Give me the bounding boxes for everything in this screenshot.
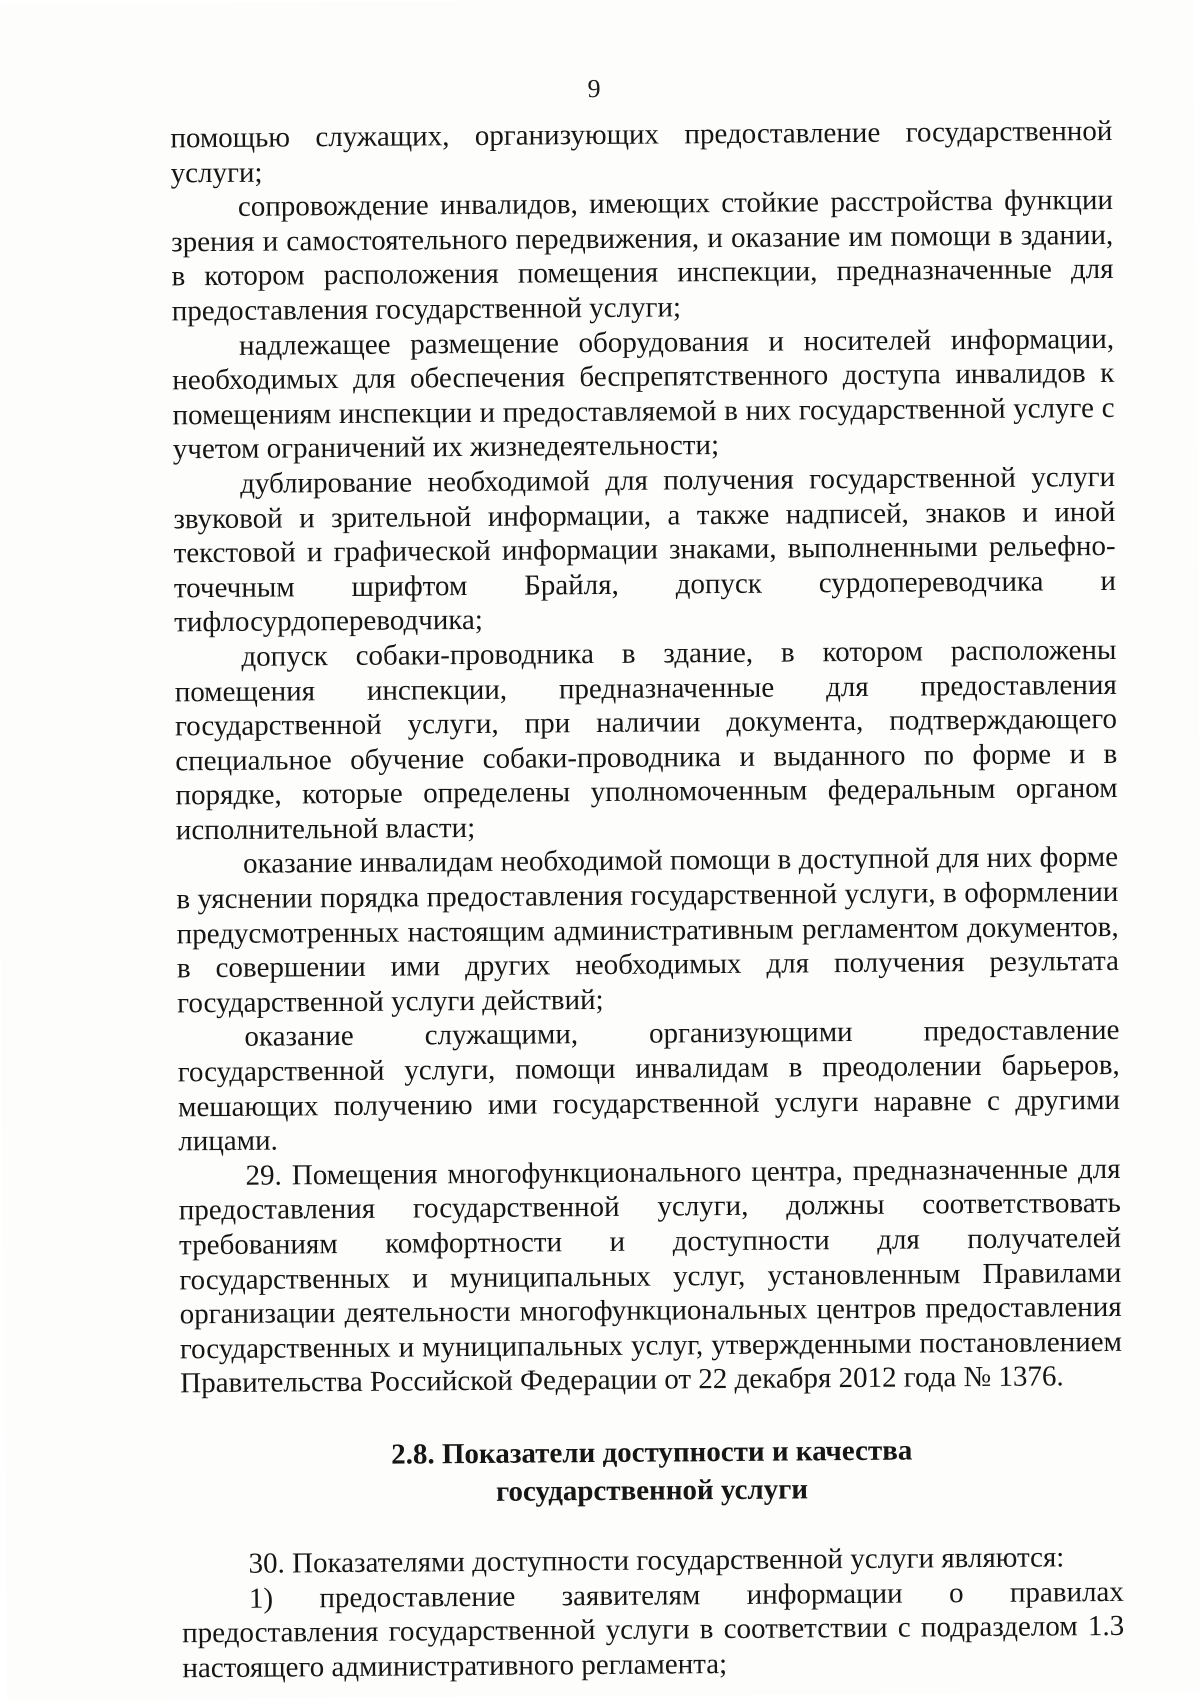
paragraph-1: помощью служащих, организующих предоставление государственной услуги; [170,114,1113,189]
section-heading-line-2: государственной услуги [495,1473,809,1508]
paragraph-29: 29. Помещения многофункционального центра, предназначенные для предоставления государственной услуги, должны соответствовать требованиям комфортности и доступности для получателей государственных и муниципальных услуг, установленным Правилами организации деятельности многофункциональных центров предоставления государственных и муниципальных услуг, утвержденными постановлением Правительства Российской Федерации от 22 декабря 2012 года № 1376. [178,1152,1123,1400]
paragraph-5: допуск собаки-проводника в здание, в котором расположены помещения инспекции, предназначенные для предоставления государственной услуги, при наличии документа, подтверждающего специальное обучение собаки-проводника и выданного по форме и в порядке, которые определены уполномоченным федеральным органом исполнительной власти; [174,633,1118,847]
paragraph-30: 30. Показателями доступности государственной услуги являются: [248,1541,1065,1580]
paragraph-7: оказание служащими, организующими предоставление государственной услуги, помощи инвалидам в преодолении барьеров, мешающих получению ими государственной услуги наравне с другими лицами. [177,1014,1121,1158]
section-heading [181,1430,1124,1513]
paragraph-2: сопровождение инвалидов, имеющих стойкие расстройства функции зрения и самостоятельного передвижения, и оказание им помощи в здании, в котором расположения помещения инспекции, предназначенные для предоставления государственной услуги; [171,184,1114,328]
page-number: 9 [587,73,601,104]
paragraph-30-item-1: 1) предоставление заявителям информации о правилах предоставления государственной услуги в соответствии с подразделом 1.3 настоящего административного регламента; [182,1575,1125,1685]
paragraph-3: надлежащее размещение оборудования и носителей информации, необходимых для обеспечения беспрепятственного доступа инвалидов к помещениям инспекции и предоставляемой в них государственной услуге с учетом ограничений их жизнедеятельности; [172,322,1115,466]
paragraph-4: дублирование необходимой для получения государственной услуги звуковой и зрительной информации, а также надписей, знаков и иной текстовой и графической информации знаками, выполненными рельефно-точечным шрифтом Брайля, допуск сурдопереводчика и тифлосурдопереводчика; [173,460,1117,639]
section-heading-line-1: 2.8. Показатели доступности и качества [391,1434,913,1471]
document-body [170,114,1124,1686]
paragraph-6: оказание инвалидам необходимой помощи в доступной для них форме в уяснении порядка предоставления государственной услуги, в оформлении предусмотренных настоящим административным регламентом документов, в совершении ими других необходимых для получения результата государственной услуги действий; [176,841,1120,1020]
